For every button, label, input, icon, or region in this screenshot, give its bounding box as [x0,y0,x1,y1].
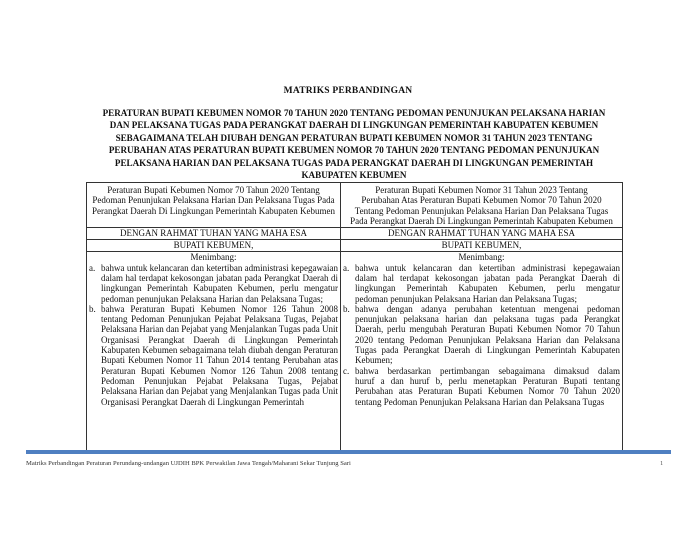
regulation-title-line: PELAKSANA HARIAN DAN PELAKSANA TUGAS PADA PERANGKAT DAERAH DI LINGKUNGAN PEMERINTAH [114,157,594,168]
clause-line: Organisasi Perangkat Daerah di Lingkungan Pemerintah [101,396,305,407]
page-number: 1 [660,460,664,467]
clause-line: Perubahan atas Peraturan Bupati Kebumen Nomor 70 Tahun 2020 [355,386,620,397]
header-line: Peraturan Bupati Kebumen Nomor 31 Tahun 2023 Tentang [375,185,588,195]
clause-text [355,304,622,366]
clause-line: lingkungan Pemerintah Kabupaten Kebumen, perlu mengatur [355,283,620,294]
clause-item [341,263,622,304]
clause-line: pedoman penunjukan Pelaksana Harian dan Pelaksana Tugas; [101,293,323,304]
rahmat-row [87,228,623,240]
clause-label: b. [343,303,350,314]
clause-line: Kebumen; [355,355,393,366]
clause-label: b. [89,303,96,314]
clause-label: c. [343,365,350,376]
clause-line: bahwa berdasarkan pertimbangan sebagaimana dimaksud dalam [355,365,620,376]
clause-line: Bupati Kebumen Nomor 11 Tahun 2014 tentang Perubahan atas [101,355,338,366]
clause-item [87,304,340,407]
header-line: Peraturan Bupati Kebumen Nomor 70 Tahun 2020 Tentang [107,185,320,195]
clause-line: bahwa untuk kelancaran dan ketertiban administrasi kepegawaian [101,262,338,273]
header-line: Pada Perangkat Daerah Di Lingkungan Pemerintah Kabupaten Kebumen [350,215,613,226]
header-line: Perubahan Atas Peraturan Bupati Kebumen Nomor 70 Tahun 2020 [361,195,602,206]
menimbang-row [87,252,623,454]
clause-line: Daerah, perlu mengubah Peraturan Bupati Kebumen Nomor 70 Tahun [355,324,620,335]
footer-divider [26,450,671,454]
clause-line: Kabupaten Kebumen sebagaimana telah diubah dengan Peraturan [101,345,338,356]
footer-text: Matriks Perbandingan Peraturan Perundang-undangan UJDIH BPK Perwakilan Jawa Tengah/Maharani Sekar Tunjung Sari [26,460,351,467]
clause-text [101,304,340,407]
left-column-header [87,183,341,228]
clause-line: bahwa Peraturan Bupati Kebumen Nomor 126 Tahun 2008 [101,303,338,314]
left-menimbang-cell [87,252,341,454]
regulation-title-line: PERUBAHAN ATAS PERATURAN BUPATI KEBUMEN NOMOR 70 TAHUN 2020 TENTANG PEDOMAN PENUNJUKAN [108,145,600,156]
clause-label: a. [343,262,350,273]
clause-text [355,263,622,304]
clause-item [341,304,622,366]
clause-text [101,263,340,304]
rahmat-left: DENGAN RAHMAT TUHAN YANG MAHA ESA [87,228,341,240]
clause-text [355,366,622,407]
clause-item [87,263,340,304]
table-header-row [87,183,623,228]
bupati-left: BUPATI KEBUMEN, [87,240,341,252]
document-title: MATRIKS PERBANDINGAN [283,86,413,96]
left-items [87,263,340,407]
menimbang-label: Menimbang: [190,252,237,263]
clause-line: 2020 tentang Pedoman Penunjukan Pelaksana Harian dan Pelaksana [355,334,620,345]
right-items [341,263,622,407]
clause-line: penunjukan pelaksana harian dan pelaksana tugas pada Perangkat [355,314,620,325]
clause-line: Pelaksana Harian dan Pejabat yang Menjalankan Tugas pada Unit [101,324,338,335]
clause-line: Peraturan Bupati Kebumen Nomor 126 Tahun 2008 tentang [101,365,338,376]
bupati-row [87,240,623,252]
bupati-right: BUPATI KEBUMEN, [341,240,623,252]
header-line: Tentang Pedoman Penunjukan Pelaksana Harian Dan Pelaksana Tugas [354,205,609,216]
right-menimbang-cell [341,252,623,454]
clause-item [341,366,622,407]
comparison-table [86,182,623,454]
clause-line: dalam hal terdapat kekosongan jabatan pada Perangkat Daerah di [101,272,338,283]
clause-line: Organisasi Perangkat Daerah di Lingkungan Pemerintah [101,334,338,345]
header-line: Perangkat Daerah Di Lingkungan Pemerintah Kabupaten Kebumen [92,205,335,216]
clause-line: bahwa untuk kelancaran dan ketertiban administrasi kepegawaian [355,262,620,273]
clause-line: Pelaksana Harian dan Pejabat yang Menjalankan Tugas pada Unit [101,386,338,397]
rahmat-right: DENGAN RAHMAT TUHAN YANG MAHA ESA [341,228,623,240]
right-column-header [341,183,623,228]
clause-line: Tugas pada Perangkat Daerah di Lingkungan Pemerintah Kabupaten [355,345,620,356]
clause-line: lingkungan Pemerintah Kabupaten Kebumen, perlu mengatur [101,283,338,294]
regulation-title-line: KABUPATEN KEBUMEN [301,170,407,181]
clause-line: tentang Pedoman Penunjukan Pejabat Pelaksana Tugas, Pejabat [101,314,338,325]
clause-line: huruf a dan huruf b, perlu menetapkan Peraturan Bupati tentang [355,375,620,386]
header-line: Pedoman Penunjukan Pelaksana Harian Dan Pelaksana Tugas Pada [92,195,335,206]
regulation-title-line: PERATURAN BUPATI KEBUMEN NOMOR 70 TAHUN 2020 TENTANG PEDOMAN PENUNJUKAN PELAKSANA HARIAN [102,108,606,118]
menimbang-label: Menimbang: [458,252,505,263]
clause-line: Pedoman Penunjukan Pejabat Pelaksana Tugas, Pejabat [101,375,338,386]
clause-line: dalam hal terdapat kekosongan jabatan pada Perangkat Daerah di [355,272,620,283]
clause-line: pedoman penunjukan Pelaksana Harian dan Pelaksana Tugas; [355,293,577,304]
clause-label: a. [89,262,96,273]
regulation-title [86,107,622,181]
clause-line: bahwa dengan adanya perubahan ketentuan mengenai pedoman [355,303,620,314]
regulation-title-line: SEBAGAIMANA TELAH DIUBAH DENGAN PERATURAN BUPATI KEBUMEN NOMOR 31 TAHUN 2023 TENTANG [115,132,593,143]
regulation-title-line: DAN PELAKSANA TUGAS PADA PERANGKAT DAERAH DI LINGKUNGAN PEMERINTAH KABUPATEN KEBUMEN [109,120,599,131]
clause-line: tentang Pedoman Penunjukan Pelaksana Harian dan Pelaksana Tugas [355,396,605,407]
